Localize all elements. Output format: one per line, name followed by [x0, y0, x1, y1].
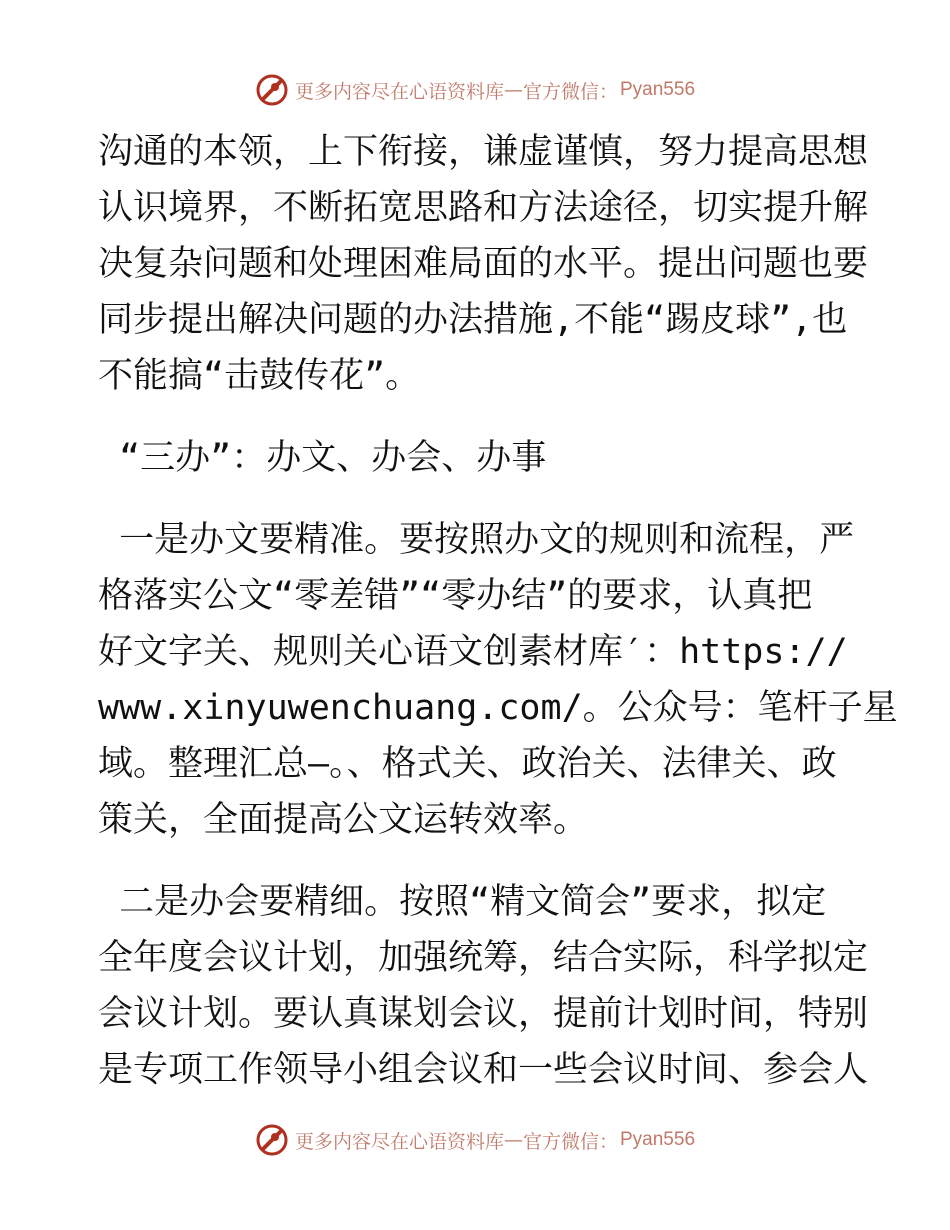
- heading-line: “三办”：办文、办会、办事: [98, 438, 547, 478]
- text-line: 认识境界，不断拓宽思路和方法途径，切实提升解: [98, 188, 869, 228]
- banner-dash: —: [503, 79, 523, 101]
- paragraph: [98, 124, 869, 404]
- text-line: www.xinyuwenchuang.com/。公众号：笔杆子星: [98, 688, 898, 728]
- banner-dash: —: [503, 1129, 523, 1151]
- banner-wechat-label: 官方微信：: [522, 80, 618, 103]
- text-line: 同步提出解决问题的办法措施,不能“踢皮球”,也: [98, 300, 848, 340]
- banner-wechat-id: Pyan556: [620, 1129, 696, 1150]
- document-body: [98, 124, 898, 1098]
- text-line: 会议计划。要认真谋划会议，提前计划时间，特别: [98, 994, 869, 1034]
- text-line: 策关，全面提高公文运转效率。: [98, 800, 589, 840]
- banner-brand: 更多内容尽在心语资料库: [294, 80, 504, 103]
- text-line: 域。整理汇总—。、格式关、政治关、法律关、政: [98, 744, 837, 784]
- text-line: 不能搞“击鼓传花”。: [98, 356, 421, 396]
- text-line: 好文字关、规则关心语文创素材库′：https://: [98, 632, 848, 672]
- banner-brand: 更多内容尽在心语资料库: [294, 1130, 504, 1153]
- section-heading: [98, 430, 858, 486]
- text-line: 二是办会要精细。按照“精文简会”要求，拟定: [98, 882, 827, 922]
- banner-wechat-label: 官方微信：: [522, 1130, 618, 1153]
- footer-banner: [0, 1122, 950, 1158]
- text-line: 沟通的本领，上下衔接，谦虚谨慎，努力提高思想: [98, 132, 869, 172]
- seal-logo-icon: [255, 1123, 289, 1157]
- text-line: 全年度会议计划，加强统筹，结合实际，科学拟定: [98, 938, 869, 978]
- paragraph: [98, 512, 898, 848]
- seal-logo-icon: [255, 73, 289, 107]
- text-line: 一是办文要精准。要按照办文的规则和流程，严: [98, 520, 855, 560]
- banner-wechat-id: Pyan556: [620, 79, 696, 100]
- paragraph: [98, 874, 869, 1098]
- text-line: 格落实公文“零差错”“零办结”的要求，认真把: [98, 576, 813, 616]
- text-line: 决复杂问题和处理困难局面的水平。提出问题也要: [98, 244, 869, 284]
- text-line: 是专项工作领导小组会议和一些会议时间、参会人: [98, 1050, 869, 1090]
- header-banner: [0, 72, 950, 108]
